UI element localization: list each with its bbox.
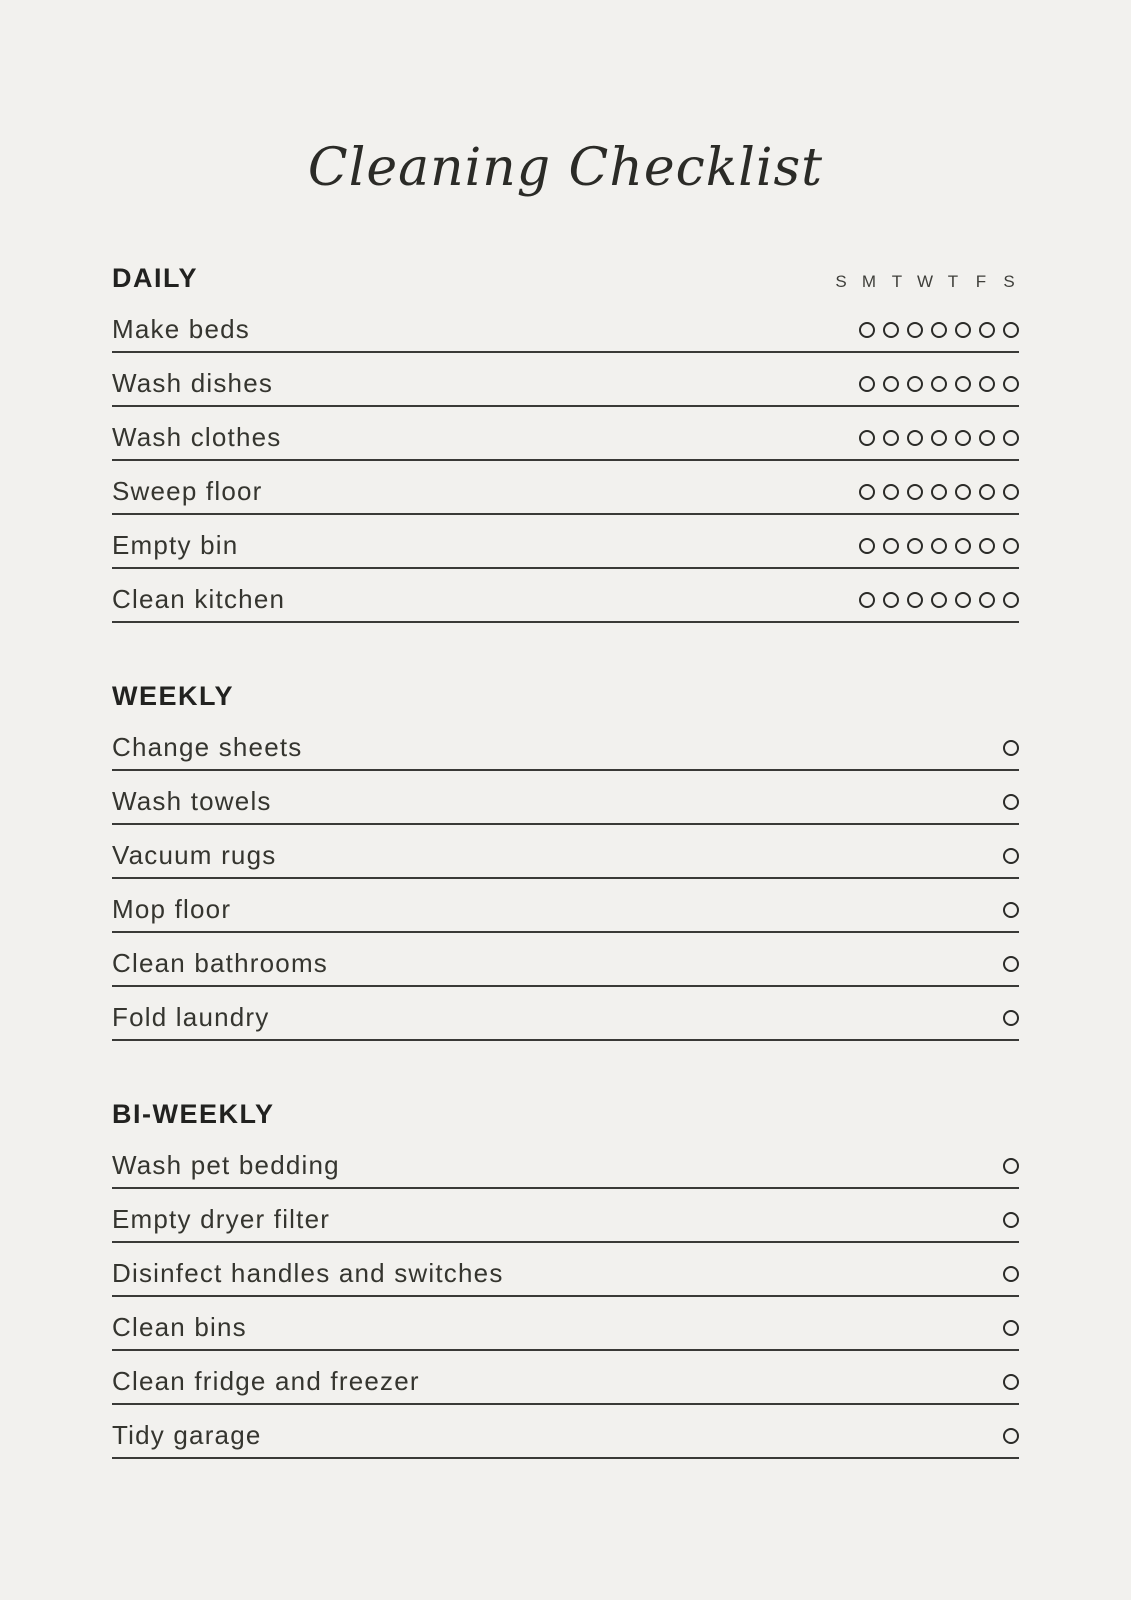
checkbox-circle[interactable] <box>907 592 923 608</box>
checkbox-circle[interactable] <box>1003 538 1019 554</box>
checkbox-circle[interactable] <box>979 322 995 338</box>
checkbox-circle[interactable] <box>979 376 995 392</box>
day-letter: T <box>947 272 959 291</box>
day-header <box>831 272 1019 292</box>
checkbox-circle[interactable] <box>1003 1320 1019 1336</box>
checkbox-group <box>859 484 1019 500</box>
checklist-row <box>112 299 1019 353</box>
day-letter: W <box>916 272 934 291</box>
checkbox-group <box>1003 956 1019 972</box>
checklist-row <box>112 717 1019 771</box>
checkbox-circle[interactable] <box>931 484 947 500</box>
checkbox-circle[interactable] <box>955 592 971 608</box>
checkbox-group <box>859 376 1019 392</box>
checkbox-group <box>859 592 1019 608</box>
checkbox-circle[interactable] <box>859 322 875 338</box>
checkbox-group <box>859 430 1019 446</box>
checklist-row <box>112 407 1019 461</box>
checkbox-circle[interactable] <box>979 484 995 500</box>
section-rows <box>112 717 1019 1041</box>
checkbox-circle[interactable] <box>883 538 899 554</box>
checkbox-group <box>1003 1212 1019 1228</box>
checkbox-circle[interactable] <box>955 376 971 392</box>
checklist-row <box>112 1297 1019 1351</box>
checkbox-group <box>1003 1158 1019 1174</box>
item-label: Vacuum rugs <box>112 840 277 870</box>
checkbox-circle[interactable] <box>1003 1212 1019 1228</box>
item-label: Fold laundry <box>112 1002 270 1032</box>
checklist-row <box>112 1189 1019 1243</box>
checkbox-circle[interactable] <box>907 538 923 554</box>
day-letter: T <box>891 272 903 291</box>
item-label: Empty bin <box>112 530 239 560</box>
checkbox-circle[interactable] <box>1003 322 1019 338</box>
day-letter: S <box>835 272 847 291</box>
item-label: Wash pet bedding <box>112 1150 340 1180</box>
item-label: Make beds <box>112 314 250 344</box>
checkbox-circle[interactable] <box>979 538 995 554</box>
section-title: DAILY <box>112 263 199 293</box>
checklist-row <box>112 879 1019 933</box>
checkbox-circle[interactable] <box>955 538 971 554</box>
checklist-row <box>112 825 1019 879</box>
checkbox-circle[interactable] <box>1003 376 1019 392</box>
checklist-row <box>112 987 1019 1041</box>
checkbox-group <box>1003 902 1019 918</box>
checkbox-circle[interactable] <box>955 484 971 500</box>
section-title: WEEKLY <box>112 681 235 711</box>
day-letter: S <box>1003 272 1015 291</box>
checklist-row <box>112 1243 1019 1297</box>
item-label: Wash dishes <box>112 368 274 398</box>
checklist-row <box>112 1405 1019 1459</box>
section-header <box>112 681 1019 711</box>
checkbox-circle[interactable] <box>1003 1374 1019 1390</box>
checkbox-circle[interactable] <box>1003 484 1019 500</box>
item-label: Clean fridge and freezer <box>112 1366 420 1396</box>
checklist-row <box>112 515 1019 569</box>
checkbox-group <box>1003 794 1019 810</box>
day-letter: M <box>861 272 877 291</box>
item-label: Empty dryer filter <box>112 1204 331 1234</box>
checkbox-circle[interactable] <box>1003 1428 1019 1444</box>
checkbox-circle[interactable] <box>1003 740 1019 756</box>
checkbox-circle[interactable] <box>859 376 875 392</box>
checkbox-circle[interactable] <box>931 592 947 608</box>
checkbox-group <box>1003 740 1019 756</box>
checkbox-group <box>859 538 1019 554</box>
section-daily <box>112 263 1019 623</box>
checkbox-circle[interactable] <box>1003 848 1019 864</box>
day-letter: F <box>975 272 987 291</box>
checkbox-circle[interactable] <box>859 484 875 500</box>
item-label: Clean kitchen <box>112 584 286 614</box>
checklist <box>112 263 1019 1459</box>
checkbox-group <box>1003 1010 1019 1026</box>
checkbox-group <box>1003 1428 1019 1444</box>
checklist-row <box>112 353 1019 407</box>
checklist-row <box>112 1351 1019 1405</box>
checkbox-circle[interactable] <box>955 322 971 338</box>
item-label: Disinfect handles and switches <box>112 1258 504 1288</box>
item-label: Mop floor <box>112 894 232 924</box>
checkbox-circle[interactable] <box>979 430 995 446</box>
checkbox-circle[interactable] <box>1003 956 1019 972</box>
checkbox-circle[interactable] <box>1003 430 1019 446</box>
item-label: Wash towels <box>112 786 272 816</box>
checklist-row <box>112 1135 1019 1189</box>
checkbox-circle[interactable] <box>1003 1158 1019 1174</box>
checkbox-circle[interactable] <box>907 430 923 446</box>
checkbox-circle[interactable] <box>955 430 971 446</box>
checklist-row <box>112 461 1019 515</box>
checkbox-group <box>1003 1266 1019 1282</box>
section-weekly <box>112 681 1019 1041</box>
checklist-row <box>112 933 1019 987</box>
checkbox-circle[interactable] <box>907 322 923 338</box>
section-bi-weekly <box>112 1099 1019 1459</box>
checkbox-circle[interactable] <box>1003 902 1019 918</box>
checkbox-circle[interactable] <box>1003 794 1019 810</box>
checkbox-circle[interactable] <box>883 484 899 500</box>
checkbox-circle[interactable] <box>883 376 899 392</box>
checkbox-circle[interactable] <box>1003 1266 1019 1282</box>
checkbox-circle[interactable] <box>883 430 899 446</box>
checkbox-circle[interactable] <box>931 538 947 554</box>
checkbox-circle[interactable] <box>1003 1010 1019 1026</box>
checkbox-circle[interactable] <box>931 430 947 446</box>
section-rows <box>112 1135 1019 1459</box>
checkbox-circle[interactable] <box>907 484 923 500</box>
checkbox-circle[interactable] <box>979 592 995 608</box>
checkbox-group <box>1003 848 1019 864</box>
checkbox-group <box>1003 1320 1019 1336</box>
section-title: BI-WEEKLY <box>112 1099 275 1129</box>
checkbox-circle[interactable] <box>931 376 947 392</box>
section-header <box>112 1099 1019 1129</box>
item-label: Clean bathrooms <box>112 948 328 978</box>
item-label: Change sheets <box>112 732 303 762</box>
item-label: Clean bins <box>112 1312 247 1342</box>
checkbox-circle[interactable] <box>883 592 899 608</box>
checklist-row <box>112 569 1019 623</box>
checkbox-circle[interactable] <box>859 430 875 446</box>
checkbox-group <box>1003 1374 1019 1390</box>
checkbox-circle[interactable] <box>859 538 875 554</box>
checkbox-circle[interactable] <box>859 592 875 608</box>
checkbox-circle[interactable] <box>883 322 899 338</box>
checkbox-circle[interactable] <box>931 322 947 338</box>
section-rows <box>112 299 1019 623</box>
page-title: Cleaning Checklist <box>307 138 824 198</box>
checklist-row <box>112 771 1019 825</box>
section-header <box>112 263 1019 293</box>
checkbox-circle[interactable] <box>1003 592 1019 608</box>
item-label: Wash clothes <box>112 422 282 452</box>
checkbox-group <box>859 322 1019 338</box>
item-label: Tidy garage <box>112 1420 262 1450</box>
item-label: Sweep floor <box>112 476 263 506</box>
checkbox-circle[interactable] <box>907 376 923 392</box>
